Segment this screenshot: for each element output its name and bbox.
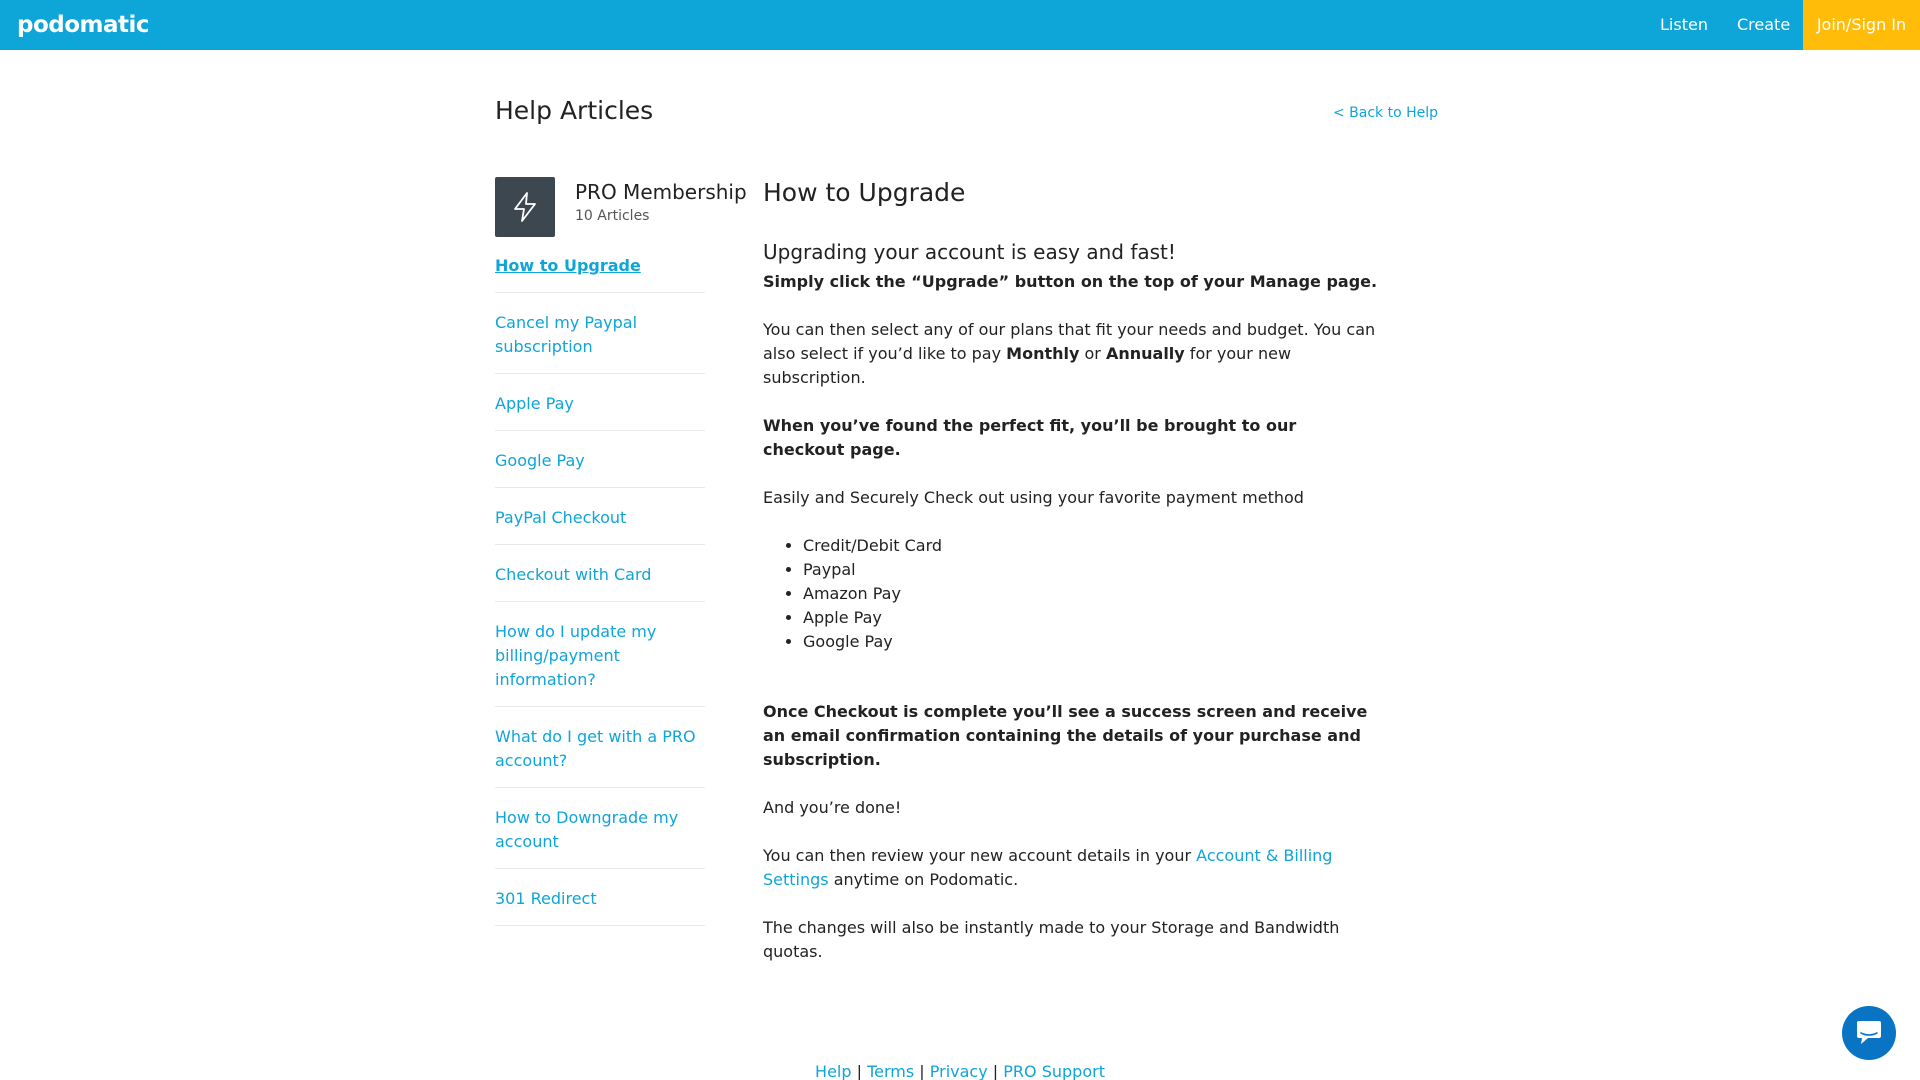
article-lead: Upgrading your account is easy and fast! <box>763 240 1176 264</box>
article-link-downgrade[interactable]: How to Downgrade my account <box>495 808 679 851</box>
list-item <box>495 445 705 488</box>
join-sign-in-button[interactable]: Join/Sign In <box>1803 0 1920 50</box>
article-link-301-redirect[interactable]: 301 Redirect <box>495 889 597 908</box>
back-to-help-link[interactable]: < Back to Help <box>1333 105 1439 121</box>
article-paragraph: When you’ve found the perfect fit, you’ll be brought to our checkout page. <box>763 416 1297 459</box>
list-item <box>495 307 705 374</box>
podomatic-logo[interactable]: podomatic <box>17 12 150 38</box>
article-link-cancel-paypal[interactable]: Cancel my Paypal subscription <box>495 313 638 356</box>
list-item <box>495 721 705 788</box>
article-paragraph <box>763 318 1383 390</box>
text-span: You can then review your new account details in your <box>763 846 1197 865</box>
article-paragraph: Easily and Securely Check out using your favorite payment method <box>763 488 1304 507</box>
footer-help-link[interactable]: Help <box>815 1062 852 1080</box>
article-link-checkout-card[interactable]: Checkout with Card <box>495 565 652 584</box>
list-item: • Google Pay <box>803 630 1383 654</box>
article-title: How to Upgrade <box>763 178 966 207</box>
article-link-apple-pay[interactable]: Apple Pay <box>495 394 574 413</box>
article-paragraph: The changes will also be instantly made to your Storage and Bandwidth quotas. <box>763 918 1340 961</box>
nav-create-link[interactable]: Create <box>1737 15 1791 34</box>
lightning-icon <box>495 177 555 237</box>
footer-separator: | <box>851 1062 868 1080</box>
article-paragraph: Once Checkout is complete you’ll see a success screen and receive an email confirmation containing the details of your purchase and subscription. <box>763 702 1368 769</box>
text-span: or <box>1079 344 1106 363</box>
article-content <box>763 178 1383 988</box>
nav-listen-link[interactable]: Listen <box>1660 15 1708 34</box>
article-list <box>495 250 705 940</box>
annually-text: Annually <box>1105 344 1185 363</box>
list-item <box>495 502 705 545</box>
list-item: • Amazon Pay <box>803 582 1383 606</box>
category-title: PRO Membership <box>575 180 747 204</box>
list-item: • Paypal <box>803 558 1383 582</box>
footer-links <box>0 1062 1920 1080</box>
article-link-update-billing[interactable]: How do I update my billing/payment information? <box>495 622 657 689</box>
payment-methods-list <box>803 534 1383 654</box>
account-billing-settings-link[interactable]: Account & Billing Settings <box>763 846 1333 889</box>
list-item <box>495 616 705 707</box>
article-paragraph <box>763 844 1383 892</box>
article-paragraph: And you’re done! <box>763 798 902 817</box>
list-item <box>495 250 705 293</box>
list-item: • Credit/Debit Card <box>803 534 1383 558</box>
text-span: You can then select any of our plans that fit your needs and budget. You can also select if you’d like to pay <box>763 320 1376 363</box>
list-item <box>495 559 705 602</box>
top-navigation-bar <box>0 0 1920 50</box>
footer-pro-support-link[interactable]: PRO Support <box>1003 1062 1105 1080</box>
list-item <box>495 388 705 431</box>
category-article-count: 10 Articles <box>575 208 650 224</box>
article-link-paypal-checkout[interactable]: PayPal Checkout <box>495 508 627 527</box>
article-paragraph: Simply click the “Upgrade” button on the top of your Manage page. <box>763 272 1378 291</box>
footer-terms-link[interactable]: Terms <box>867 1062 915 1080</box>
list-item: • Apple Pay <box>803 606 1383 630</box>
list-item <box>495 802 705 869</box>
list-item <box>495 883 705 926</box>
text-span: anytime on Podomatic. <box>828 870 1019 889</box>
page-title: Help Articles <box>495 96 654 125</box>
chat-bubble-icon[interactable] <box>1842 1006 1896 1060</box>
spacer <box>763 684 1383 700</box>
monthly-text: Monthly <box>1006 344 1080 363</box>
article-link-how-to-upgrade[interactable]: How to Upgrade <box>495 256 641 275</box>
footer-privacy-link[interactable]: Privacy <box>929 1062 988 1080</box>
footer-separator: | <box>987 1062 1004 1080</box>
text-span: for your new subscription. <box>763 344 1292 387</box>
article-link-pro-account[interactable]: What do I get with a PRO account? <box>495 727 696 770</box>
article-link-google-pay[interactable]: Google Pay <box>495 451 585 470</box>
footer-separator: | <box>914 1062 930 1080</box>
